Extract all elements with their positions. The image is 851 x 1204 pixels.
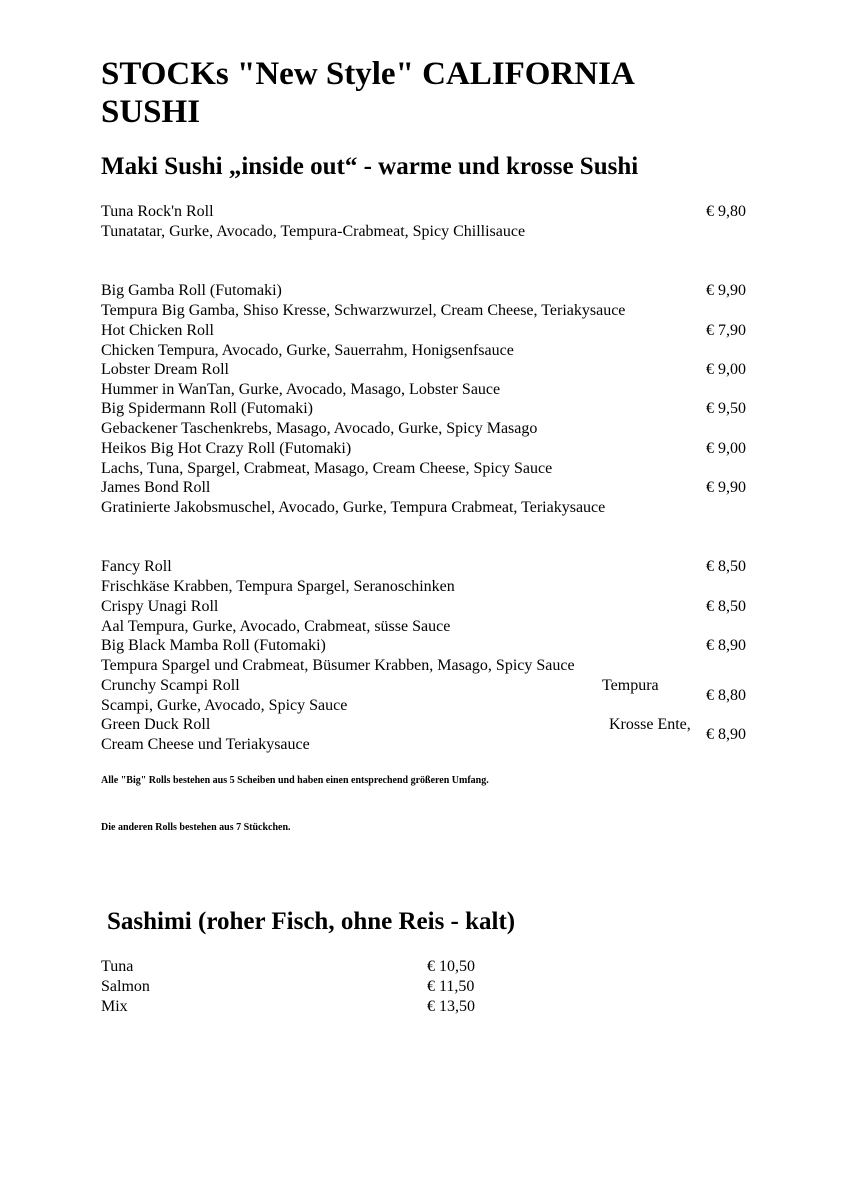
item-name: Hot Chicken Roll [101,322,214,339]
item-name: James Bond Roll [101,479,211,496]
item-desc: Tempura Spargel und Crabmeat, Büsumer Krabben, Masago, Spicy Sauce [101,657,575,674]
footnote-other-rolls: Die anderen Rolls bestehen aus 7 Stückchen. [101,822,291,833]
sashimi-price: € 11,50 [427,978,475,995]
title-line-2: SUSHI [101,94,201,130]
item-name: Big Spidermann Roll (Futomaki) [101,400,313,417]
item-name: Tuna Rock'n Roll [101,203,214,220]
item-price: € 7,90 [706,322,746,339]
title-line-1: STOCKs "New Style" CALIFORNIA [101,56,635,92]
item-name: Crispy Unagi Roll [101,598,219,615]
page-title [101,55,635,131]
item-name: Fancy Roll [101,558,172,575]
item-price: € 9,50 [706,400,746,417]
sashimi-name: Mix [101,998,128,1015]
item-name: Lobster Dream Roll [101,361,229,378]
item-name: Crunchy Scampi Roll [101,677,240,694]
item-desc: Tunatatar, Gurke, Avocado, Tempura-Crabmeat, Spicy Chillisauce [101,223,526,240]
item-price: € 8,80 [706,687,746,704]
item-desc: Chicken Tempura, Avocado, Gurke, Sauerrahm, Honigsenfsauce [101,342,514,359]
sashimi-name: Salmon [101,978,150,995]
item-desc: Gebackener Taschenkrebs, Masago, Avocado, Gurke, Spicy Masago [101,420,538,437]
item-price: € 8,50 [706,558,746,575]
item-desc: Cream Cheese und Teriakysauce [101,736,310,753]
item-desc-start: Tempura [602,677,659,694]
item-desc: Hummer in WanTan, Gurke, Avocado, Masago, Lobster Sauce [101,381,501,398]
item-price: € 9,00 [706,361,746,378]
maki-heading: Maki Sushi „inside out“ - warme und krosse Sushi [101,153,639,180]
item-desc: Aal Tempura, Gurke, Avocado, Crabmeat, süsse Sauce [101,618,451,635]
item-price: € 9,90 [706,282,746,299]
item-name: Big Gamba Roll (Futomaki) [101,282,282,299]
item-price: € 9,90 [706,479,746,496]
sashimi-price: € 13,50 [427,998,475,1015]
item-price: € 9,00 [706,440,746,457]
item-price: € 9,80 [706,203,746,220]
item-price: € 8,50 [706,598,746,615]
item-desc: Tempura Big Gamba, Shiso Kresse, Schwarzwurzel, Cream Cheese, Teriakysauce [101,302,626,319]
item-name: Green Duck Roll [101,716,211,733]
sashimi-name: Tuna [101,958,134,975]
item-desc-start: Krosse Ente, [609,716,691,733]
item-desc: Scampi, Gurke, Avocado, Spicy Sauce [101,697,348,714]
item-name: Big Black Mamba Roll (Futomaki) [101,637,326,654]
item-desc: Frischkäse Krabben, Tempura Spargel, Seranoschinken [101,578,455,595]
sashimi-heading: Sashimi (roher Fisch, ohne Reis - kalt) [107,908,516,935]
footnote-big-rolls: Alle "Big" Rolls bestehen aus 5 Scheiben und haben einen entsprechend größeren Umfang. [101,775,489,786]
item-price: € 8,90 [706,637,746,654]
item-desc: Lachs, Tuna, Spargel, Crabmeat, Masago, Cream Cheese, Spicy Sauce [101,460,553,477]
item-name: Heikos Big Hot Crazy Roll (Futomaki) [101,440,352,457]
sashimi-price: € 10,50 [427,958,475,975]
item-desc: Gratinierte Jakobsmuschel, Avocado, Gurke, Tempura Crabmeat, Teriakysauce [101,499,606,516]
item-price: € 8,90 [706,726,746,743]
